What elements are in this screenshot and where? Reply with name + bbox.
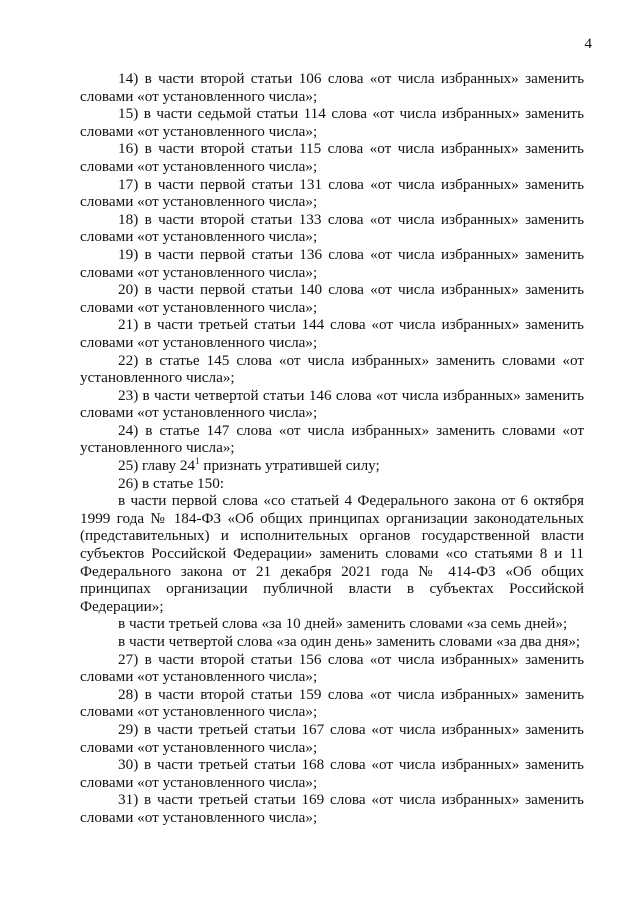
amendment-item-14: 14) в части второй статьи 106 слова «от числа избранных» заменить словами «от установленного числа»;	[80, 70, 584, 105]
amendment-item-31: 31) в части третьей статьи 169 слова «от числа избранных» заменить словами «от установленного числа»;	[80, 791, 584, 826]
amendment-item-26-part-4: в части четвертой слова «за один день» заменить словами «за два дня»;	[118, 633, 581, 650]
document-body	[80, 70, 584, 827]
amendment-item-27: 27) в части второй статьи 156 слова «от числа избранных» заменить словами «от установленного числа»;	[80, 650, 584, 686]
amendment-item-17: 17) в части первой статьи 131 слова «от числа избранных» заменить словами «от установленного числа»;	[80, 175, 584, 211]
amendment-item-22: 22) в статье 145 слова «от числа избранных» заменить словами «от установленного числа»;	[80, 351, 584, 387]
amendment-item-15: 15) в части седьмой статьи 114 слова «от числа избранных» заменить словами «от установленного числа»;	[80, 105, 584, 140]
amendment-item-29: 29) в части третьей статьи 167 слова «от числа избранных» заменить словами «от установленного числа»;	[80, 720, 584, 756]
amendment-item-16: 16) в части второй статьи 115 слова «от числа избранных» заменить словами «от установленного числа»;	[80, 140, 584, 175]
amendment-item-19: 19) в части первой статьи 136 слова «от числа избранных» заменить словами «от установленного числа»;	[80, 245, 584, 281]
item-25-rest: признать утратившей силу;	[199, 457, 380, 475]
amendment-item-18: 18) в части второй статьи 133 слова «от числа избранных» заменить словами «от установленного числа»;	[80, 210, 584, 246]
amendment-item-26-part-3: в части третьей слова «за 10 дней» заменить словами «за семь дней»;	[118, 615, 568, 633]
amendment-item-23: 23) в части четвертой статьи 146 слова «от числа избранных» заменить словами «от установленного числа»;	[80, 386, 584, 422]
amendment-item-28: 28) в части второй статьи 159 слова «от числа избранных» заменить словами «от установленного числа»;	[80, 685, 584, 721]
amendment-item-26: 26) в статье 150:	[118, 474, 225, 492]
amendment-item-20: 20) в части первой статьи 140 слова «от числа избранных» заменить словами «от установленного числа»;	[80, 281, 584, 316]
page-number: 4	[584, 36, 592, 52]
amendment-item-30: 30) в части третьей статьи 168 слова «от числа избранных» заменить словами «от установленного числа»;	[80, 756, 584, 791]
amendment-item-25	[80, 457, 584, 475]
amendment-item-24: 24) в статье 147 слова «от числа избранных» заменить словами «от установленного числа»;	[80, 421, 584, 457]
item-25-superscript: 1	[195, 456, 200, 466]
item-25-text: 25) главу 24	[118, 457, 196, 475]
amendment-item-26-part-1: в части первой слова «со статьей 4 Федерального закона от 6 октября 1999 года № 184-ФЗ «Об общих принципах организации законодательных (представительных) и исполнительных органов государственной власти субъектов Российской Федерации» заменить словами «со статьями 8 и 11 Федерального закона от 21 декабря 2021 года № 414-ФЗ «Об общих принципах организации публичной власти в субъектах Российской Федерации»;	[80, 492, 584, 615]
amendment-item-21: 21) в части третьей статьи 144 слова «от числа избранных» заменить словами «от установленного числа»;	[80, 316, 584, 351]
